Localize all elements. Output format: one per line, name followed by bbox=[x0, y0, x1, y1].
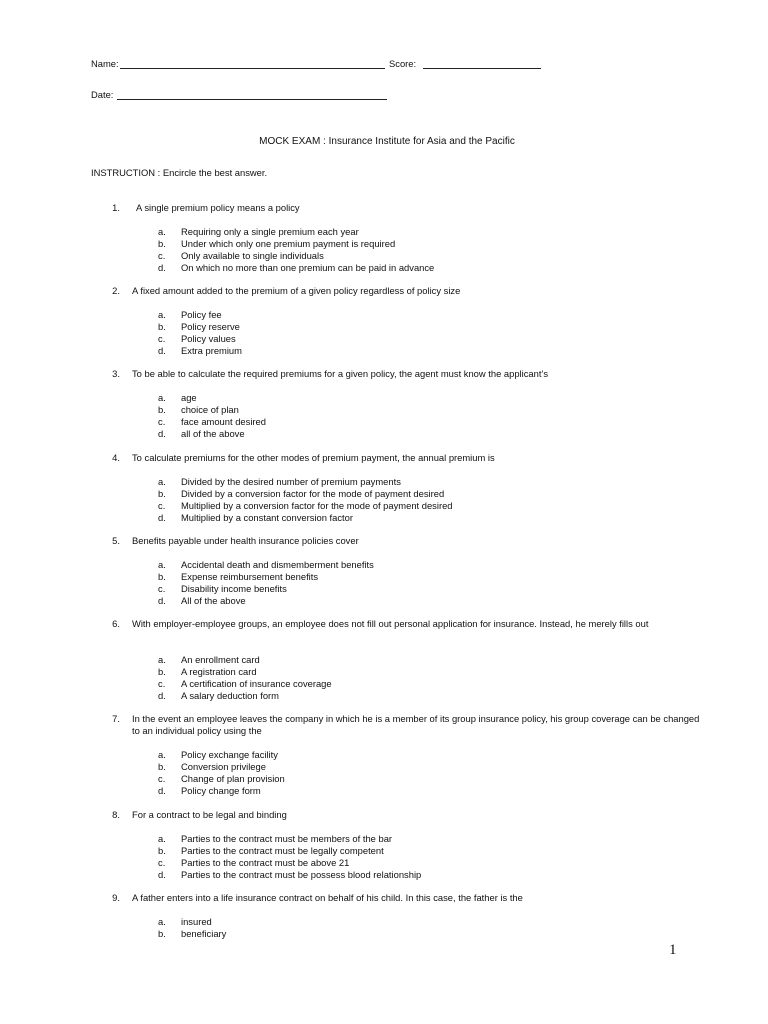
option-text: Multiplied by a conversion factor for the mode of payment desired bbox=[181, 500, 453, 511]
option-letter: a. bbox=[158, 226, 166, 237]
question-text: A single premium policy means a policy bbox=[136, 202, 300, 213]
option-letter: a. bbox=[158, 309, 166, 320]
option-text: Divided by a conversion factor for the mode of payment desired bbox=[181, 488, 445, 499]
option-text: A salary deduction form bbox=[181, 690, 279, 701]
option-letter: a. bbox=[158, 559, 166, 570]
option-text: Policy fee bbox=[181, 309, 222, 320]
instruction-text: INSTRUCTION : Encircle the best answer. bbox=[91, 167, 268, 178]
question-text: In the event an employee leaves the company in which he is a member of its group insurance policy, his group coverage can be changed to an individual policy using the bbox=[132, 713, 700, 736]
question-text: A father enters into a life insurance contract on behalf of his child. In this case, the father is the bbox=[132, 892, 523, 903]
option-text: Change of plan provision bbox=[181, 773, 285, 784]
question-number: 7. bbox=[112, 713, 120, 724]
question-text: To be able to calculate the required premiums for a given policy, the agent must know the applicant’s bbox=[132, 368, 549, 379]
question-number: 5. bbox=[112, 535, 120, 546]
option-text: Expense reimbursement benefits bbox=[181, 571, 319, 582]
page-number: 1 bbox=[669, 942, 677, 958]
page-title: MOCK EXAM : Insurance Institute for Asia and the Pacific bbox=[259, 136, 515, 147]
option-letter: d. bbox=[158, 262, 166, 273]
option-text: choice of plan bbox=[181, 404, 239, 415]
option-letter: b. bbox=[158, 666, 166, 677]
option-letter: c. bbox=[158, 583, 166, 594]
option-letter: d. bbox=[158, 785, 166, 796]
option-letter: b. bbox=[158, 571, 166, 582]
option-letter: c. bbox=[158, 678, 166, 689]
option-text: A registration card bbox=[181, 666, 257, 677]
question-number: 1. bbox=[112, 202, 120, 213]
option-letter: d. bbox=[158, 428, 166, 439]
option-text: Multiplied by a constant conversion factor bbox=[181, 512, 353, 523]
option-text: On which no more than one premium can be paid in advance bbox=[181, 262, 435, 273]
option-letter: a. bbox=[158, 749, 166, 760]
option-letter: b. bbox=[158, 321, 166, 332]
option-letter: d. bbox=[158, 690, 166, 701]
option-letter: b. bbox=[158, 404, 166, 415]
question-number: 3. bbox=[112, 368, 120, 379]
option-letter: b. bbox=[158, 928, 166, 939]
option-letter: a. bbox=[158, 392, 166, 403]
date-line[interactable] bbox=[117, 99, 387, 100]
option-letter: d. bbox=[158, 869, 166, 880]
question-number: 2. bbox=[112, 285, 120, 296]
question-text: With employer-employee groups, an employee does not fill out personal application for insurance. Instead, he merely fills out bbox=[132, 618, 649, 629]
option-letter: c. bbox=[158, 773, 166, 784]
score-line[interactable] bbox=[423, 68, 541, 69]
option-text: An enrollment card bbox=[181, 654, 260, 665]
option-text: Policy exchange facility bbox=[181, 749, 278, 760]
option-letter: c. bbox=[158, 250, 166, 261]
option-text: Parties to the contract must be possess blood relationship bbox=[181, 869, 422, 880]
option-text: Disability income benefits bbox=[181, 583, 287, 594]
option-text: Accidental death and dismemberment benefits bbox=[181, 559, 374, 570]
option-text: age bbox=[181, 392, 197, 403]
option-text: Parties to the contract must be above 21 bbox=[181, 857, 350, 868]
option-letter: d. bbox=[158, 512, 166, 523]
option-letter: a. bbox=[158, 916, 166, 927]
option-text: Extra premium bbox=[181, 345, 242, 356]
option-letter: a. bbox=[158, 654, 166, 665]
option-text: Conversion privilege bbox=[181, 761, 266, 772]
option-text: Parties to the contract must be legally competent bbox=[181, 845, 384, 856]
option-text: beneficiary bbox=[181, 928, 227, 939]
option-text: Requiring only a single premium each year bbox=[181, 226, 359, 237]
question-text: To calculate premiums for the other modes of premium payment, the annual premium is bbox=[132, 452, 495, 463]
option-text: Only available to single individuals bbox=[181, 250, 324, 261]
option-letter: c. bbox=[158, 500, 166, 511]
question-text: Benefits payable under health insurance policies cover bbox=[132, 535, 359, 546]
option-text: Policy reserve bbox=[181, 321, 240, 332]
question-number: 8. bbox=[112, 809, 120, 820]
option-letter: a. bbox=[158, 833, 166, 844]
question-number: 4. bbox=[112, 452, 120, 463]
option-text: Policy values bbox=[181, 333, 236, 344]
score-label: Score: bbox=[389, 58, 417, 69]
option-letter: c. bbox=[158, 333, 166, 344]
option-text: face amount desired bbox=[181, 416, 266, 427]
option-text: Divided by the desired number of premium payments bbox=[181, 476, 401, 487]
name-line[interactable] bbox=[120, 68, 385, 69]
option-text: all of the above bbox=[181, 428, 245, 439]
option-letter: b. bbox=[158, 488, 166, 499]
question-text: A fixed amount added to the premium of a given policy regardless of policy size bbox=[132, 285, 461, 296]
date-label: Date: bbox=[91, 89, 114, 100]
option-letter: d. bbox=[158, 595, 166, 606]
question-number: 6. bbox=[112, 618, 120, 629]
option-letter: c. bbox=[158, 416, 166, 427]
option-letter: b. bbox=[158, 761, 166, 772]
option-text: All of the above bbox=[181, 595, 246, 606]
question-number: 9. bbox=[112, 892, 120, 903]
option-letter: b. bbox=[158, 238, 166, 249]
option-text: Under which only one premium payment is required bbox=[181, 238, 396, 249]
option-letter: d. bbox=[158, 345, 166, 356]
option-text: Policy change form bbox=[181, 785, 261, 796]
name-label: Name: bbox=[91, 58, 119, 69]
option-text: A certification of insurance coverage bbox=[181, 678, 332, 689]
option-letter: c. bbox=[158, 857, 166, 868]
option-letter: a. bbox=[158, 476, 166, 487]
option-letter: b. bbox=[158, 845, 166, 856]
option-text: Parties to the contract must be members of the bar bbox=[181, 833, 393, 844]
question-text: For a contract to be legal and binding bbox=[132, 809, 287, 820]
option-text: insured bbox=[181, 916, 212, 927]
